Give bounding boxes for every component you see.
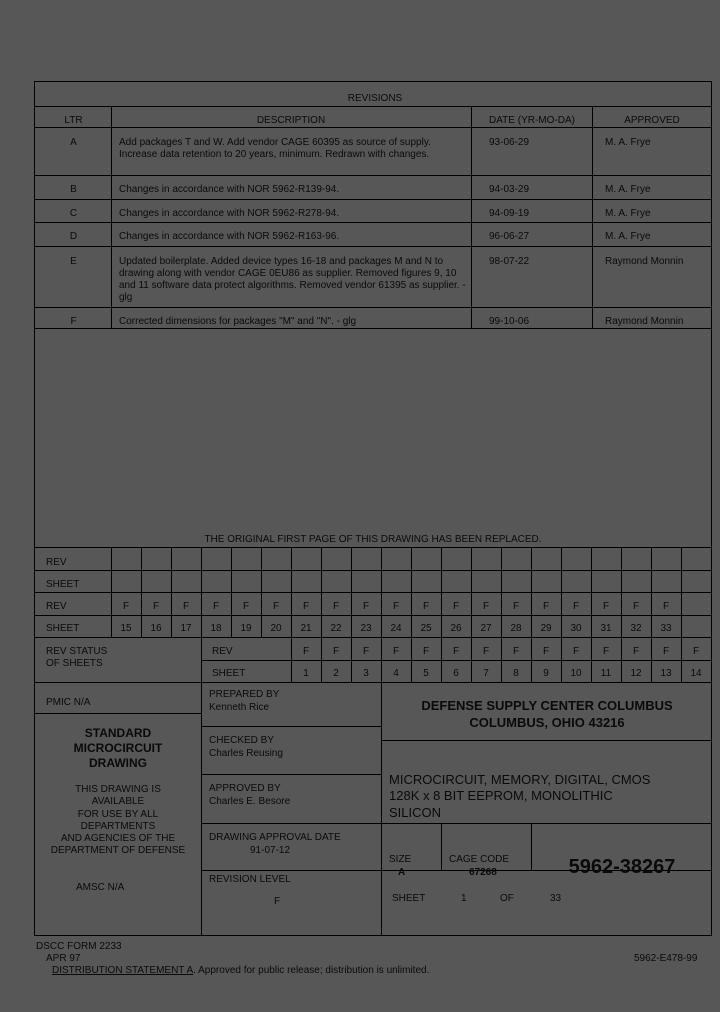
revision-description: Changes in accordance with NOR 5962-R278-94. bbox=[119, 208, 340, 219]
agency-name: DEFENSE SUPPLY CENTER COLUMBUS bbox=[421, 698, 673, 713]
amsc-label: AMSC N/A bbox=[76, 882, 125, 893]
availability-line: AND AGENCIES OF THE bbox=[60, 833, 176, 844]
agency-address: COLUMBUS, OHIO 43216 bbox=[469, 715, 625, 730]
revisions-title: REVISIONS bbox=[347, 93, 403, 104]
status-sheet-cell: 1 bbox=[303, 668, 309, 679]
status-sheet-cell: 12 bbox=[630, 668, 642, 679]
revision-date: 99-10-06 bbox=[489, 316, 530, 327]
ltr-header: LTR bbox=[64, 115, 83, 126]
status-sheet-cell: 3 bbox=[363, 668, 369, 679]
approval-date: 91-07-12 bbox=[250, 845, 291, 856]
status-sheet-cell: 14 bbox=[690, 668, 702, 679]
rev-cell: F bbox=[662, 601, 670, 612]
sheet-cell: 29 bbox=[540, 623, 552, 634]
sheet-label: SHEET bbox=[46, 579, 80, 590]
revision-ltr: C bbox=[69, 208, 78, 219]
status-rev-cell: F bbox=[482, 646, 490, 657]
rev-cell: F bbox=[302, 601, 310, 612]
status-rev-cell: F bbox=[632, 646, 640, 657]
size-value: A bbox=[398, 867, 406, 878]
status-sheet-cell: 6 bbox=[453, 668, 459, 679]
revision-date: 94-03-29 bbox=[489, 184, 530, 195]
rev-cell: F bbox=[242, 601, 250, 612]
status-rev-cell: F bbox=[602, 646, 610, 657]
sheet-cell: 15 bbox=[120, 623, 132, 634]
availability-line: DEPARTMENT OF DEFENSE bbox=[50, 845, 186, 856]
availability-line: THIS DRAWING IS bbox=[75, 784, 161, 795]
rev-cell: F bbox=[452, 601, 460, 612]
status-rev-cell: F bbox=[512, 646, 520, 657]
status-sheet-cell: 13 bbox=[660, 668, 672, 679]
status-sheet-cell: 4 bbox=[393, 668, 399, 679]
status-sheet-cell: 10 bbox=[570, 668, 582, 679]
revision-description: Changes in accordance with NOR 5962-R139-94. bbox=[119, 184, 340, 195]
status-sheet-cell: 9 bbox=[543, 668, 549, 679]
revision-approver: M. A. Frye bbox=[605, 231, 651, 242]
cage-code-label: CAGE CODE bbox=[449, 854, 510, 865]
status-rev-label: REV bbox=[212, 646, 233, 657]
revision-ltr: F bbox=[70, 316, 77, 327]
rev-cell: F bbox=[212, 601, 220, 612]
status-sheet-cell: 2 bbox=[333, 668, 339, 679]
status-rev-cell: F bbox=[662, 646, 670, 657]
sheet-label: SHEET bbox=[46, 623, 80, 634]
prepared-by-label: PREPARED BY bbox=[209, 689, 280, 700]
status-rev-cell: F bbox=[452, 646, 460, 657]
sheet-cell: 32 bbox=[630, 623, 642, 634]
revision-date: 94-09-19 bbox=[489, 208, 530, 219]
date-header: DATE (YR-MO-DA) bbox=[489, 115, 575, 126]
revision-level: F bbox=[274, 896, 281, 907]
sheet-cell: 20 bbox=[270, 623, 282, 634]
distribution-label: DISTRIBUTION STATEMENT A bbox=[52, 965, 194, 976]
drawing-title-line: SILICON bbox=[389, 805, 442, 820]
sheet-number: 1 bbox=[461, 893, 467, 904]
approved-header: APPROVED bbox=[624, 115, 680, 126]
pmic-label: PMIC N/A bbox=[46, 697, 91, 708]
rev-cell: F bbox=[422, 601, 430, 612]
sheet-cell: 16 bbox=[150, 623, 162, 634]
status-rev-cell: F bbox=[542, 646, 550, 657]
checked-by-label: CHECKED BY bbox=[209, 735, 275, 746]
status-rev-cell: F bbox=[572, 646, 580, 657]
status-rev-cell: F bbox=[692, 646, 700, 657]
rev-label: REV bbox=[46, 601, 67, 612]
revision-date: 93-06-29 bbox=[489, 137, 530, 148]
revision-date: 96-06-27 bbox=[489, 231, 530, 242]
sheet-cell: 33 bbox=[660, 623, 672, 634]
revision-approver: Raymond Monnin bbox=[605, 316, 684, 327]
status-rev-cell: F bbox=[302, 646, 310, 657]
rev-cell: F bbox=[182, 601, 190, 612]
distribution-text: . Approved for public release; distribution is unlimited. bbox=[193, 965, 430, 976]
form-number: DSCC FORM 2233 bbox=[36, 941, 122, 952]
rev-cell: F bbox=[392, 601, 400, 612]
revision-description: Add packages T and W. Add vendor CAGE 60395 as source of supply. Increase data retention to 20 years, minimum. Redrawn with changes. bbox=[119, 137, 431, 160]
revision-level-label: REVISION LEVEL bbox=[209, 874, 291, 885]
replaced-note: THE ORIGINAL FIRST PAGE OF THIS DRAWING HAS BEEN REPLACED. bbox=[204, 534, 542, 545]
prepared-by-name: Kenneth Rice bbox=[209, 702, 270, 713]
sheet-cell: 31 bbox=[600, 623, 612, 634]
revision-ltr: B bbox=[70, 184, 77, 195]
rev-cell: F bbox=[122, 601, 130, 612]
sheet-cell: 18 bbox=[210, 623, 222, 634]
sheet-cell: 26 bbox=[450, 623, 462, 634]
status-sheet-cell: 7 bbox=[483, 668, 489, 679]
rev-cell: F bbox=[632, 601, 640, 612]
availability-line: AVAILABLE bbox=[91, 796, 145, 807]
revision-approver: Raymond Monnin bbox=[605, 256, 684, 267]
approved-by-label: APPROVED BY bbox=[209, 783, 281, 794]
status-rev-cell: F bbox=[362, 646, 370, 657]
sheet-cell: 22 bbox=[330, 623, 342, 634]
rev-label: REV bbox=[46, 557, 67, 568]
rev-status-label: REV STATUS OF SHEETS bbox=[46, 646, 108, 669]
document-control-number: 5962-E478-99 bbox=[634, 953, 698, 964]
revision-ltr: D bbox=[69, 231, 78, 242]
rev-cell: F bbox=[542, 601, 550, 612]
sheet-label: SHEET bbox=[392, 893, 426, 904]
rev-cell: F bbox=[272, 601, 280, 612]
approval-date-label: DRAWING APPROVAL DATE bbox=[209, 832, 341, 843]
title-line: DRAWING bbox=[89, 756, 147, 770]
of-label: OF bbox=[500, 893, 514, 904]
cage-code-value: 67268 bbox=[469, 867, 497, 878]
status-rev-cell: F bbox=[392, 646, 400, 657]
sheet-cell: 27 bbox=[480, 623, 492, 634]
sheet-cell: 30 bbox=[570, 623, 582, 634]
sheet-cell: 23 bbox=[360, 623, 372, 634]
status-sheet-cell: 5 bbox=[423, 668, 429, 679]
drawing-title-line: MICROCIRCUIT, MEMORY, DIGITAL, CMOS bbox=[389, 772, 651, 787]
sheet-cell: 28 bbox=[510, 623, 522, 634]
sheet-cell: 21 bbox=[300, 623, 312, 634]
sheet-cell: 25 bbox=[420, 623, 432, 634]
revision-ltr: E bbox=[70, 256, 77, 267]
revision-date: 98-07-22 bbox=[489, 256, 530, 267]
rev-cell: F bbox=[362, 601, 370, 612]
title-line: STANDARD bbox=[84, 726, 152, 740]
rev-cell: F bbox=[332, 601, 340, 612]
title-line: MICROCIRCUIT bbox=[73, 741, 163, 755]
revision-description: Updated boilerplate. Added device types 16-18 and packages M and N to drawing along with vendor CAGE 0EU86 as supplier. Removed figures 9, 10 and 11 software data protect algorithms. Removed vendor 61395 as supplier. - glg bbox=[119, 256, 466, 303]
status-rev-cell: F bbox=[332, 646, 340, 657]
sheet-cell: 19 bbox=[240, 623, 252, 634]
rev-cell: F bbox=[482, 601, 490, 612]
availability-line: FOR USE BY ALL bbox=[77, 809, 159, 820]
status-sheet-label: SHEET bbox=[212, 668, 246, 679]
revision-approver: M. A. Frye bbox=[605, 208, 651, 219]
revision-description: Corrected dimensions for packages "M" and "N". - glg bbox=[119, 316, 357, 327]
size-label: SIZE bbox=[389, 854, 412, 865]
distribution-statement bbox=[52, 965, 429, 977]
status-rev-cell: F bbox=[422, 646, 430, 657]
availability-line: DEPARTMENTS bbox=[80, 821, 156, 832]
rev-cell: F bbox=[512, 601, 520, 612]
rev-cell: F bbox=[152, 601, 160, 612]
drawing-number: 5962-38267 bbox=[568, 856, 676, 878]
revision-approver: M. A. Frye bbox=[605, 184, 651, 195]
drawing-title-line: 128K x 8 BIT EEPROM, MONOLITHIC bbox=[389, 788, 613, 803]
form-date: APR 97 bbox=[46, 953, 81, 964]
status-sheet-cell: 8 bbox=[513, 668, 519, 679]
checked-by-name: Charles Reusing bbox=[209, 748, 283, 759]
revision-ltr: A bbox=[70, 137, 77, 148]
rev-cell: F bbox=[602, 601, 610, 612]
rev-cell: F bbox=[572, 601, 580, 612]
sheet-cell: 17 bbox=[180, 623, 192, 634]
approved-by-name: Charles E. Besore bbox=[209, 796, 291, 807]
revision-approver: M. A. Frye bbox=[605, 137, 651, 148]
description-header: DESCRIPTION bbox=[256, 115, 326, 126]
sheet-total: 33 bbox=[550, 893, 562, 904]
status-sheet-cell: 11 bbox=[600, 668, 612, 679]
revision-description: Changes in accordance with NOR 5962-R163-96. bbox=[119, 231, 340, 242]
sheet-cell: 24 bbox=[390, 623, 402, 634]
